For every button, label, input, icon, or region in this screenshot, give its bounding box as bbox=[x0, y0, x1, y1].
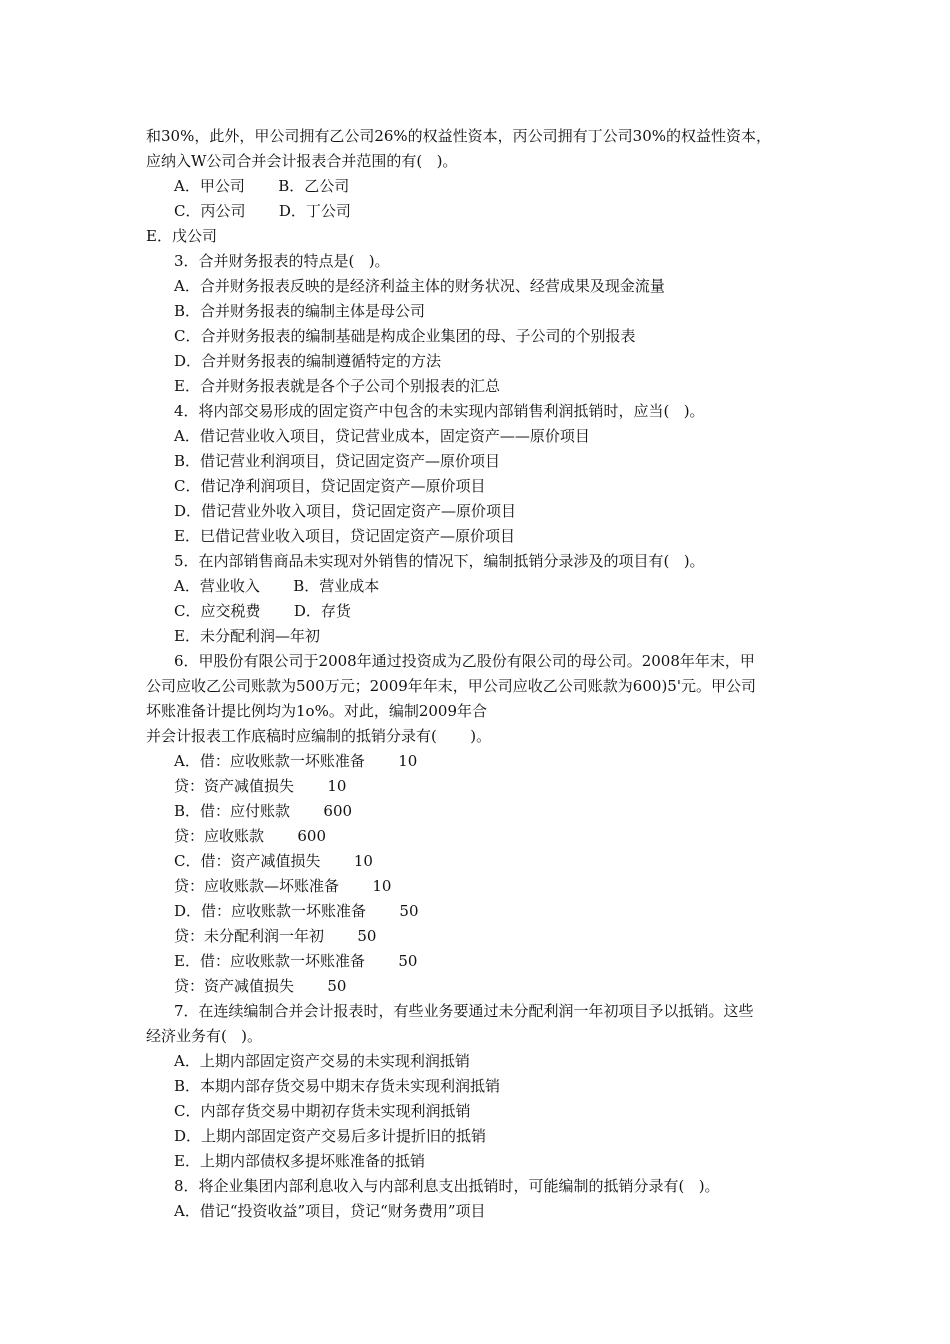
option-line: B．本期内部存货交易中期末存货未实现利润抵销 bbox=[174, 1077, 501, 1095]
text-line: 和30%，此外，甲公司拥有乙公司26%的权益性资本，丙公司拥有丁公司30%的权益性资本， bbox=[146, 127, 772, 145]
option-line: 贷：应收账款—坏账准备 10 bbox=[174, 877, 392, 895]
option-line: E．巳借记营业收入项目，贷记固定资产—原价项目 bbox=[174, 527, 515, 545]
question-line: 3．合并财务报表的特点是( )。 bbox=[174, 252, 390, 270]
option-line: C．内部存货交易中期初存货未实现利润抵销 bbox=[174, 1102, 471, 1120]
option-line: D．借记营业外收入项目，贷记固定资产—原价项目 bbox=[174, 502, 517, 520]
option-line: B．合并财务报表的编制主体是母公司 bbox=[174, 302, 426, 320]
option-line: 贷：资产减值损失 10 bbox=[174, 777, 347, 795]
question-line: 5．在内部销售商品未实现对外销售的情况下，编制抵销分录涉及的项目有( )。 bbox=[174, 552, 705, 570]
option-line: 贷：资产减值损失 50 bbox=[174, 977, 347, 995]
option-line: E．未分配利润—年初 bbox=[174, 627, 320, 645]
option-line: C．丙公司 D．丁公司 bbox=[174, 202, 351, 220]
option-line: B．借记营业利润项目，贷记固定资产—原价项目 bbox=[174, 452, 501, 470]
option-line: A．上期内部固定资产交易的未实现利润抵销 bbox=[174, 1052, 470, 1070]
question-line: 公司应收乙公司账款为500万元；2009年年末，甲公司应收乙公司账款为600)5'元。甲公司 bbox=[146, 677, 756, 695]
question-line: 并会计报表工作底稿时应编制的抵销分录有( )。 bbox=[146, 727, 492, 745]
option-line: 贷：应收账款 600 bbox=[174, 827, 327, 845]
question-line: 经济业务有( )。 bbox=[146, 1027, 263, 1045]
option-line: C．合并财务报表的编制基础是构成企业集团的母、子公司的个别报表 bbox=[174, 327, 636, 345]
option-line: 贷：未分配利润一年初 50 bbox=[174, 927, 377, 945]
option-line: C．借记净利润项目，贷记固定资产—原价项目 bbox=[174, 477, 486, 495]
option-line: A．营业收入 B．营业成本 bbox=[174, 577, 380, 595]
question-line: 6．甲股份有限公司于2008年通过投资成为乙股份有限公司的母公司。2008年年末，甲 bbox=[174, 652, 755, 670]
option-line: A．合并财务报表反映的是经济利益主体的财务状况、经营成果及现金流量 bbox=[174, 277, 665, 295]
question-line: 8．将企业集团内部利息收入与内部利息支出抵销时，可能编制的抵销分录有( )。 bbox=[174, 1177, 720, 1195]
option-line: A．借记营业收入项目，贷记营业成本，固定资产——原价项目 bbox=[174, 427, 590, 445]
option-line: A．借：应收账款一坏账准备 10 bbox=[174, 752, 418, 770]
question-line: 7．在连续编制合并会计报表时，有些业务要通过未分配利润一年初项目予以抵销。这些 bbox=[174, 1002, 754, 1020]
option-line: E．上期内部债权多提坏账准备的抵销 bbox=[174, 1152, 425, 1170]
option-line: D．上期内部固定资产交易后多计提折旧的抵销 bbox=[174, 1127, 487, 1145]
question-line: 坏账准备计提比例均为1o%。对此，编制2009年合 bbox=[146, 702, 488, 720]
option-line: D．借：应收账款一坏账准备 50 bbox=[174, 902, 419, 920]
option-line: A．甲公司 B．乙公司 bbox=[174, 177, 350, 195]
text-line: 应纳入W公司合并会计报表合并范围的有( )。 bbox=[146, 152, 458, 170]
option-line: E．合并财务报表就是各个子公司个别报表的汇总 bbox=[174, 377, 500, 395]
option-line: E．戊公司 bbox=[146, 227, 217, 245]
option-line: A．借记“投资收益”项目，贷记“财务费用”项目 bbox=[174, 1202, 486, 1220]
option-line: C．借：资产减值损失 10 bbox=[174, 852, 373, 870]
option-line: D．合并财务报表的编制遵循特定的方法 bbox=[174, 352, 442, 370]
option-line: B．借：应付账款 600 bbox=[174, 802, 353, 820]
question-line: 4．将内部交易形成的固定资产中包含的未实现内部销售利润抵销时，应当( )。 bbox=[174, 402, 705, 420]
option-line: C．应交税费 D．存货 bbox=[174, 602, 351, 620]
option-line: E．借：应收账款一坏账准备 50 bbox=[174, 952, 418, 970]
